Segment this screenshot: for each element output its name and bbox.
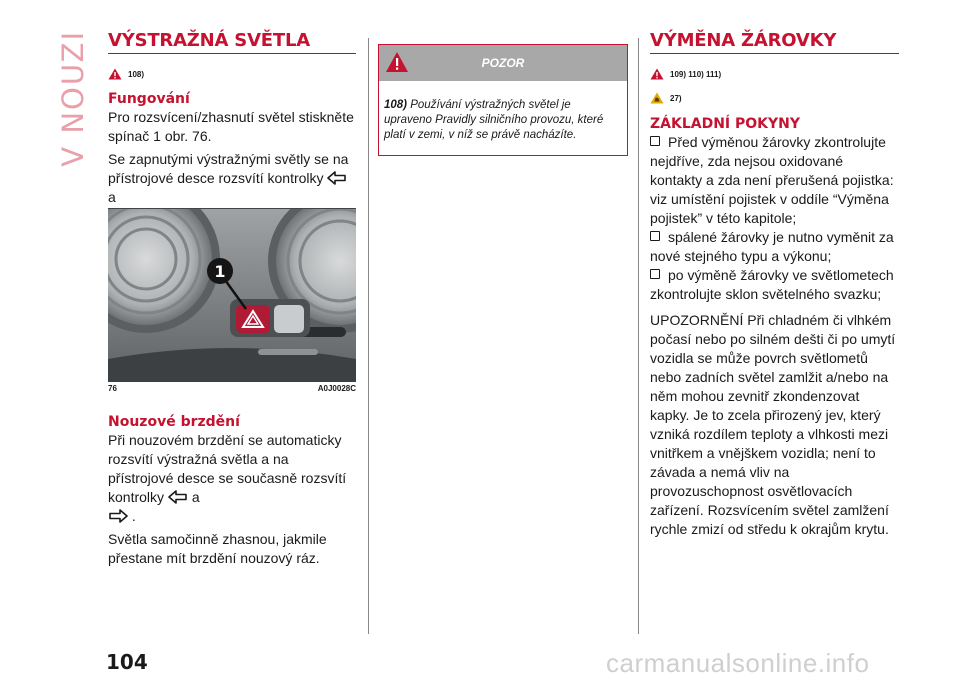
right-column xyxy=(650,30,899,539)
section-title-hazard-lights: VÝSTRAŽNÁ SVĚTLA xyxy=(108,30,356,54)
heading-operation: Fungování xyxy=(108,91,190,107)
figure-code: A0J0028C xyxy=(317,384,356,393)
figure-number: 76 xyxy=(108,384,117,393)
warning-triangle-icon xyxy=(650,68,664,80)
page-number: 104 xyxy=(106,650,148,674)
warning-box-header xyxy=(379,45,627,81)
note-paragraph: UPOZORNĚNÍ Při chladném či vlhkém počasí nebo po silném dešti či po umytí vozidla se může povrch světlometů nebo zadních světel zamlžit a/nebo na něm mohou zevnitř zkondenzovat kapky. Je to zcela přirozený jev, který vzniká rozdílem teploty a vlhkosti mezi vnitřkem a vnějškem vozidla; není to závada a nemá vliv na provozuschopnost osvětlovacích zařízení. Rozsvícením světel zamlžení rychle zmizí od středu k okrajům krytu. xyxy=(650,312,896,537)
hazard-switch xyxy=(236,305,270,333)
caution-reference-number: 27) xyxy=(670,93,682,103)
left-column xyxy=(108,30,356,226)
figure-hazard-switch-photo xyxy=(108,208,356,382)
warning-reference-number: 108) xyxy=(384,99,408,111)
bullet-square-icon xyxy=(650,231,660,241)
bullet-item xyxy=(650,228,899,266)
dashboard-photo xyxy=(108,209,356,382)
warning-text: Používání výstražných světel je upraveno Pravidly silničního provozu, které platí v zemi, v níž se právě nacházíte. xyxy=(384,99,604,141)
bullet-item xyxy=(650,133,899,228)
bullet-text: Před výměnou žárovky zkontrolujte nejdříve, zda nejsou oxidované kontakty a zda není přerušená pojistka: viz umístění pojistek v oddíle “Výměna pojistek” v této kapitole; xyxy=(650,134,894,226)
bullet-text: spálené žárovky je nutno vyměnit za nové stejného typu a výkonu; xyxy=(650,229,894,264)
paragraph-emergency-braking-1 xyxy=(108,431,356,526)
column-divider-1 xyxy=(368,38,369,634)
bullet-square-icon xyxy=(650,136,660,146)
left-column-lower xyxy=(108,414,356,568)
bullet-square-icon xyxy=(650,269,660,279)
turn-right-indicator-icon xyxy=(108,509,128,523)
bullet-text: po výměně žárovky ve světlometech zkontrolujte sklon světelného svazku; xyxy=(650,267,894,302)
paragraph-emergency-braking-1-and: a xyxy=(191,489,200,505)
paragraph-operation-2-and: a xyxy=(108,189,116,205)
warning-label: POZOR xyxy=(481,56,525,70)
warning-reference xyxy=(108,68,356,80)
watermark: carmanualsonline.info xyxy=(606,648,870,678)
warning-body xyxy=(379,81,627,143)
heading-basic-instructions: ZÁKLADNÍ POKYNY xyxy=(650,116,801,132)
paragraph-emergency-braking-2: Světla samočinně zhasnou, jakmile přestane mít brzdění nouzový ráz. xyxy=(108,531,327,566)
warning-reference-number: 108) xyxy=(128,69,145,79)
paragraph-operation-1: Pro rozsvícení/zhasnutí světel stiskněte spínač 1 obr. 76. xyxy=(108,109,354,144)
column-divider-2 xyxy=(638,38,639,634)
turn-left-indicator-icon xyxy=(327,171,347,185)
warning-reference-numbers: 109) 110) 111) xyxy=(670,69,722,79)
warning-references xyxy=(650,68,899,80)
section-tab: V NOUZI xyxy=(56,30,90,167)
figure-callout-1: 1 xyxy=(214,262,226,281)
figure-caption xyxy=(108,384,356,393)
section-title-bulb-replacement: VÝMĚNA ŽÁROVKY xyxy=(650,30,899,54)
turn-left-indicator-icon xyxy=(168,490,188,504)
paragraph-operation-2-text: Se zapnutými výstražnými světly se na přístrojové desce rozsvítí kontrolky xyxy=(108,151,349,186)
paragraph-emergency-braking-1-end: . xyxy=(131,508,136,524)
bullet-item xyxy=(650,266,899,304)
warning-triangle-icon xyxy=(108,68,122,80)
warning-box xyxy=(378,44,628,156)
heading-emergency-braking: Nouzové brzdění xyxy=(108,414,240,430)
caution-hand-icon xyxy=(650,92,664,104)
caution-references xyxy=(650,92,899,104)
paragraph-emergency-braking-1-text: Při nouzovém brzdění se automaticky rozsvítí výstražná světla a na přístrojové desce se současně rozsvítí kontrolky xyxy=(108,432,347,505)
